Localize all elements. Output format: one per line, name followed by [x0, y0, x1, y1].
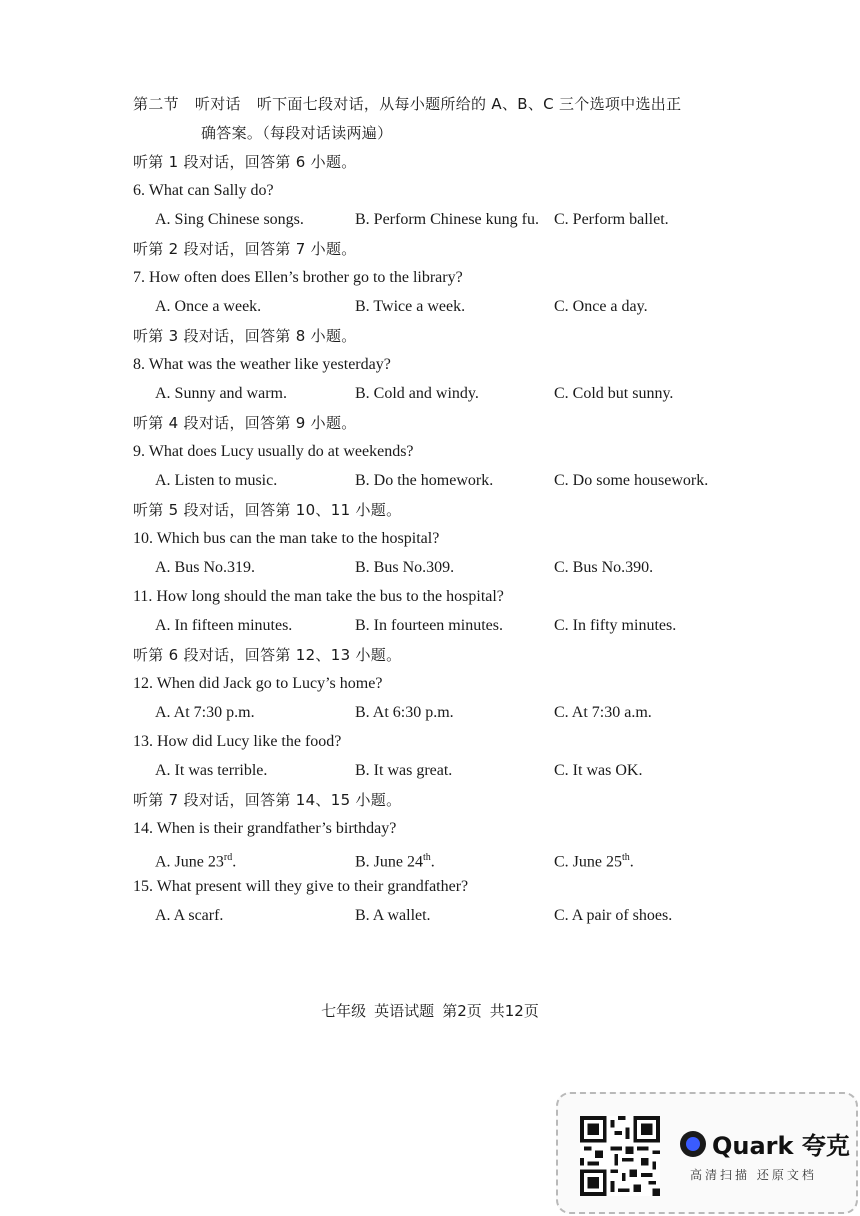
qr-code-icon [580, 1116, 660, 1196]
question-text: 11. How long should the man take the bus to the hospital? [133, 588, 504, 605]
dialogue-prompt: 听第 7 段对话，回答第 14、15 小题。 [133, 791, 402, 809]
quark-logo [680, 1126, 850, 1161]
answer-option-c: C. Cold but sunny. [554, 385, 674, 402]
answer-option-c [554, 848, 634, 872]
answer-option-b: B. At 6:30 p.m. [355, 704, 454, 721]
option-date: C. June 25 [554, 853, 622, 871]
option-period: . [430, 853, 435, 871]
question-text: 13. How did Lucy like the food? [133, 733, 342, 750]
answer-option-b: B. Bus No.309. [355, 559, 455, 576]
quark-tagline: 高清扫描 还原文档 [690, 1168, 817, 1182]
section-name: 听对话 [194, 95, 241, 113]
answer-option-c: C. It was OK. [554, 762, 643, 779]
answer-option-a: A. Once a week. [155, 298, 262, 315]
dialogue-prompt: 听第 3 段对话，回答第 8 小题。 [133, 327, 357, 345]
option-period: . [232, 853, 237, 871]
dialogue-prompt: 听第 2 段对话，回答第 7 小题。 [133, 240, 357, 258]
section-header [133, 94, 681, 114]
answer-option-a: A. It was terrible. [155, 762, 268, 779]
option-date: A. June 23 [155, 853, 224, 871]
answer-option-a: A. At 7:30 p.m. [155, 704, 255, 721]
footer-subject: 英语试题 [374, 1002, 435, 1020]
quark-watermark [556, 1092, 858, 1214]
question-text: 8. What was the weather like yesterday? [133, 356, 391, 373]
dialogue-prompt: 听第 1 段对话，回答第 6 小题。 [133, 153, 357, 171]
dialogue-prompt: 听第 4 段对话，回答第 9 小题。 [133, 414, 357, 432]
answer-option-a [155, 848, 236, 872]
footer-grade: 七年级 [321, 1002, 367, 1020]
answer-option-b: B. Perform Chinese kung fu. [355, 211, 539, 228]
answer-option-a: A. Bus No.319. [155, 559, 256, 576]
question-text: 14. When is their grandfather’s birthday? [133, 820, 397, 837]
question-text: 9. What does Lucy usually do at weekends? [133, 443, 414, 460]
ordinal-suffix: th [423, 852, 431, 863]
answer-option-a: A. Listen to music. [155, 472, 278, 489]
question-text: 15. What present will they give to their grandfather? [133, 878, 469, 895]
quark-brand: Quark 夸克 [712, 1132, 850, 1160]
answer-option-c: C. At 7:30 a.m. [554, 704, 652, 721]
answer-option-a: A. A scarf. [155, 907, 224, 924]
answer-option-b [355, 848, 435, 872]
ordinal-suffix: rd [223, 852, 233, 863]
footer-page: 第2页 [442, 1002, 482, 1020]
section-instruction-1: 听下面七段对话，从每小题所给的 A、B、C 三个选项中选出正 [256, 95, 682, 113]
quark-logo-icon [680, 1131, 706, 1157]
question-text: 12. When did Jack go to Lucy’s home? [133, 675, 383, 692]
answer-option-c: C. Do some housework. [554, 472, 709, 489]
answer-option-b: B. Do the homework. [355, 472, 494, 489]
answer-option-c: C. Once a day. [554, 298, 648, 315]
answer-option-c: C. Perform ballet. [554, 211, 669, 228]
answer-option-c: C. Bus No.390. [554, 559, 654, 576]
dialogue-prompt: 听第 6 段对话，回答第 12、13 小题。 [133, 646, 402, 664]
question-text: 6. What can Sally do? [133, 182, 274, 199]
answer-option-b: B. Cold and windy. [355, 385, 479, 402]
option-period: . [629, 853, 634, 871]
section-instruction-2: 确答案。（每段对话读两遍） [201, 124, 393, 142]
answer-option-c: C. In fifty minutes. [554, 617, 677, 634]
option-date: B. June 24 [355, 853, 423, 871]
question-text: 7. How often does Ellen’s brother go to the library? [133, 269, 463, 286]
answer-option-b: B. Twice a week. [355, 298, 466, 315]
section-title: 第二节 [133, 95, 179, 113]
footer-total: 共12页 [489, 1002, 539, 1020]
answer-option-a: A. Sunny and warm. [155, 385, 287, 402]
answer-option-a: A. In fifteen minutes. [155, 617, 293, 634]
question-text: 10. Which bus can the man take to the hospital? [133, 530, 440, 547]
answer-option-b: B. In fourteen minutes. [355, 617, 503, 634]
answer-option-c: C. A pair of shoes. [554, 907, 673, 924]
answer-option-a: A. Sing Chinese songs. [155, 211, 304, 228]
answer-option-b: B. A wallet. [355, 907, 431, 924]
dialogue-prompt: 听第 5 段对话，回答第 10、11 小题。 [133, 501, 402, 519]
answer-option-b: B. It was great. [355, 762, 453, 779]
page-footer [0, 1000, 860, 1021]
ordinal-suffix: th [622, 852, 630, 863]
